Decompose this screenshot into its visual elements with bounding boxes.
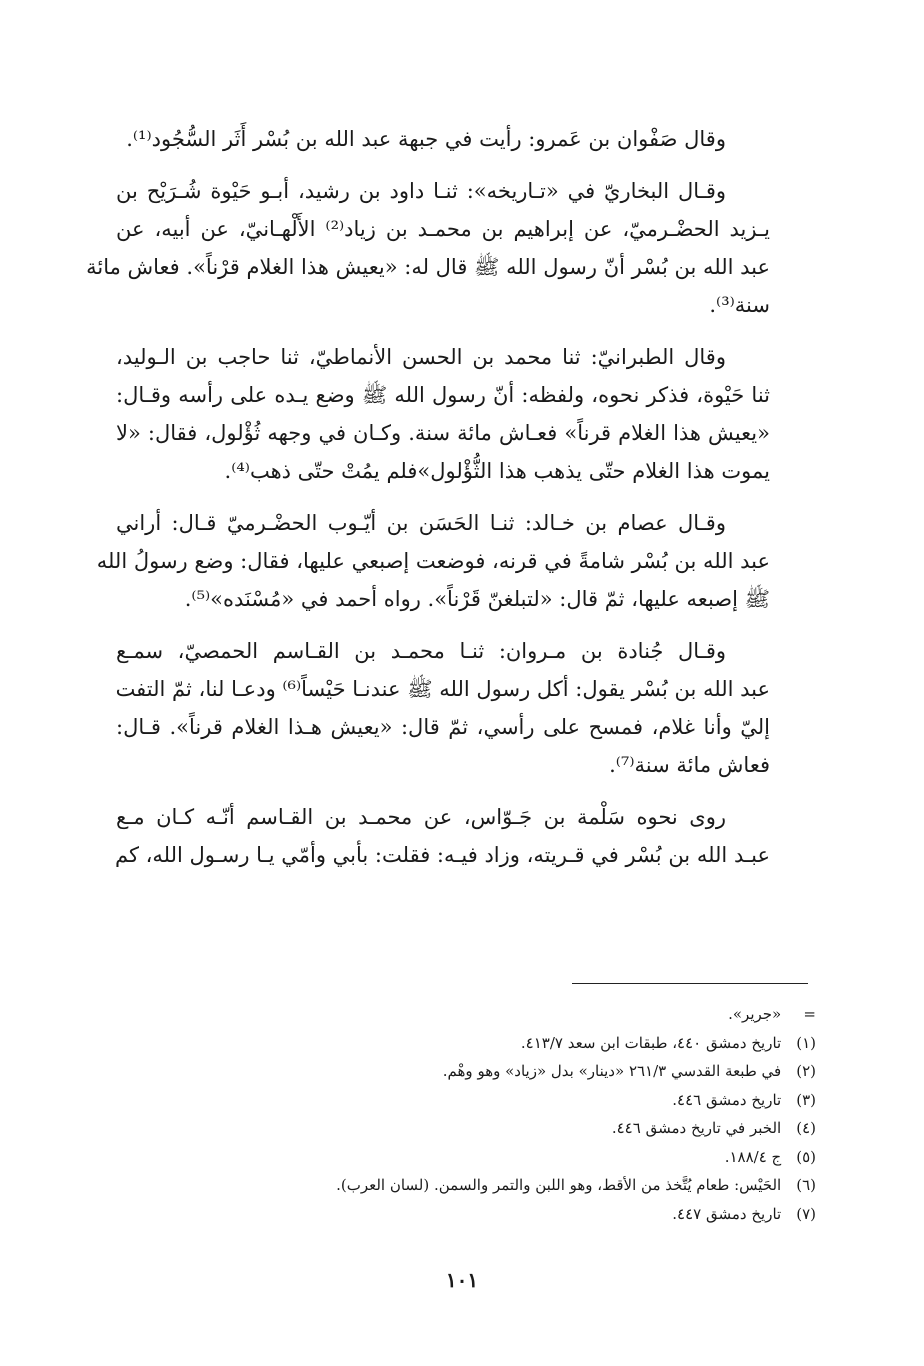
text-line: روى نحوه سَلْمة بن جَـوّاس، عن محمـد بن القـاسم أنّـه كـان مـع bbox=[116, 805, 726, 829]
footnotes bbox=[176, 1000, 816, 1228]
text-line: «يعيش هذا الغلام قرناً» فعـاش مائة سنة. وكـان في وجهه ثُؤْلول، فقال: «لا bbox=[116, 421, 770, 445]
footnote bbox=[176, 1029, 816, 1058]
text-line: عبد الله بن بُسْر أنّ رسول الله ﷺ قال له: «يعيش هذا الغلام قرْناً». فعاش مائة bbox=[86, 255, 770, 279]
text-line: ﷺ إصبعه عليها، ثمّ قال: «لتبلغنّ قَرْناً». رواه أحمد في «مُسْنَده»⁽⁵⁾. bbox=[184, 587, 770, 611]
footnote-number: (٢) bbox=[796, 1062, 816, 1080]
paragraph bbox=[96, 504, 816, 618]
text-line: يـزيد الحضْـرميّ، عن إبراهيم بن محمـد بن زياد⁽²⁾ الأَلْهـانيّ، عن أبيه، عن bbox=[116, 217, 770, 241]
footnote-number: (٤) bbox=[796, 1119, 816, 1137]
text-line: عبـد الله بن بُسْر في قـريته، وزاد فيـه: فقلت: بأبي وأمّي يـا رسـول الله، كم bbox=[114, 843, 770, 867]
footnote-number: (٦) bbox=[796, 1176, 816, 1194]
footnote-text: تاريخ دمشق ٤٤٧. bbox=[672, 1204, 782, 1223]
footnote-text: «جرير». bbox=[728, 1005, 782, 1023]
text-line: عبد الله بن بُسْر شامةً في قرنه، فوضعت إصبعي عليها، فقال: وضع رسولُ الله bbox=[96, 549, 770, 573]
footnote-text: الحَيْس: طعام يُتَّخذ من الأقط، وهو اللبن والتمر والسمن. (لسان العرب). bbox=[336, 1176, 782, 1194]
footnote-number: = bbox=[803, 1005, 816, 1023]
footnote bbox=[176, 1200, 816, 1229]
text-line: ثنا حَيْوة، فذكر نحوه، ولفظه: أنّ رسول الله ﷺ وضع يـده على رأسه وقـال: bbox=[116, 383, 770, 407]
footnote bbox=[176, 1086, 816, 1115]
footnote-text: في طبعة القدسي ٢٦١/٣ «دينار» بدل «زياد» وهو وهْم. bbox=[442, 1062, 782, 1080]
paragraph bbox=[116, 798, 816, 874]
footnote bbox=[176, 1171, 816, 1200]
footnote-number: (٧) bbox=[796, 1204, 816, 1223]
text-line: عبد الله بن بُسْر يقول: أكل رسول الله ﷺ عندنـا حَيْساً⁽⁶⁾ ودعـا لنا، ثمّ التفت bbox=[115, 677, 770, 701]
text-line: وقـال البخاريّ في «تـاريخه»: ثنـا داود بن رشيد، أبـو حَيْوة شُـرَيْح بن bbox=[116, 179, 726, 203]
text-line: يموت هذا الغلام حتّى يذهب هذا الثُّؤْلول»فلم يمُتْ حتّى ذهب⁽⁴⁾. bbox=[224, 459, 770, 483]
footnote bbox=[176, 1143, 816, 1172]
paragraph bbox=[116, 632, 816, 784]
footnote bbox=[176, 1114, 816, 1143]
text-line: فعاش مائة سنة⁽⁷⁾. bbox=[609, 753, 770, 777]
text-line: وقـال عصام بن خـالد: ثنـا الحَسَن بن أيّـوب الحضْـرميّ قـال: أراني bbox=[116, 511, 726, 535]
footnote bbox=[176, 1057, 816, 1086]
paragraph bbox=[116, 338, 816, 490]
paragraph bbox=[86, 172, 816, 324]
footnote-text: الخبر في تاريخ دمشق ٤٤٦. bbox=[611, 1119, 782, 1137]
text-line: إليّ وأنا غلام، فمسح على رأسي، ثمّ قال: «يعيش هـذا الغلام قرناً». قـال: bbox=[116, 715, 770, 739]
footnote-separator bbox=[572, 983, 808, 984]
page-number: ١٠١ bbox=[445, 1268, 479, 1292]
footnote-text: ج ١٨٨/٤. bbox=[724, 1147, 782, 1166]
text-line: وقـال جُنادة بن مـروان: ثنـا محمـد بن القـاسم الحمصيّ، سمـع bbox=[116, 639, 726, 663]
paragraph bbox=[116, 120, 816, 158]
footnote-text: تاريخ دمشق ٤٤٦. bbox=[672, 1090, 782, 1109]
footnote-text: تاريخ دمشق ٤٤٠، طبقات ابن سعد ٤١٣/٧. bbox=[520, 1033, 782, 1052]
text-line: وقال صَفْوان بن عَمرو: رأيت في جبهة عبد الله بن بُسْر أَثَر السُّجُود⁽¹⁾. bbox=[126, 127, 726, 151]
footnote-number: (٥) bbox=[796, 1147, 816, 1166]
text-line: سنة⁽³⁾. bbox=[709, 293, 770, 317]
footnote-number: (٣) bbox=[796, 1090, 816, 1109]
footnote-number: (١) bbox=[796, 1033, 816, 1052]
text-line: وقال الطبرانيّ: ثنا محمد بن الحسن الأنماطيّ، ثنا حاجب بن الـوليد، bbox=[116, 345, 726, 369]
main-text bbox=[86, 120, 816, 888]
footnote bbox=[176, 1000, 816, 1029]
